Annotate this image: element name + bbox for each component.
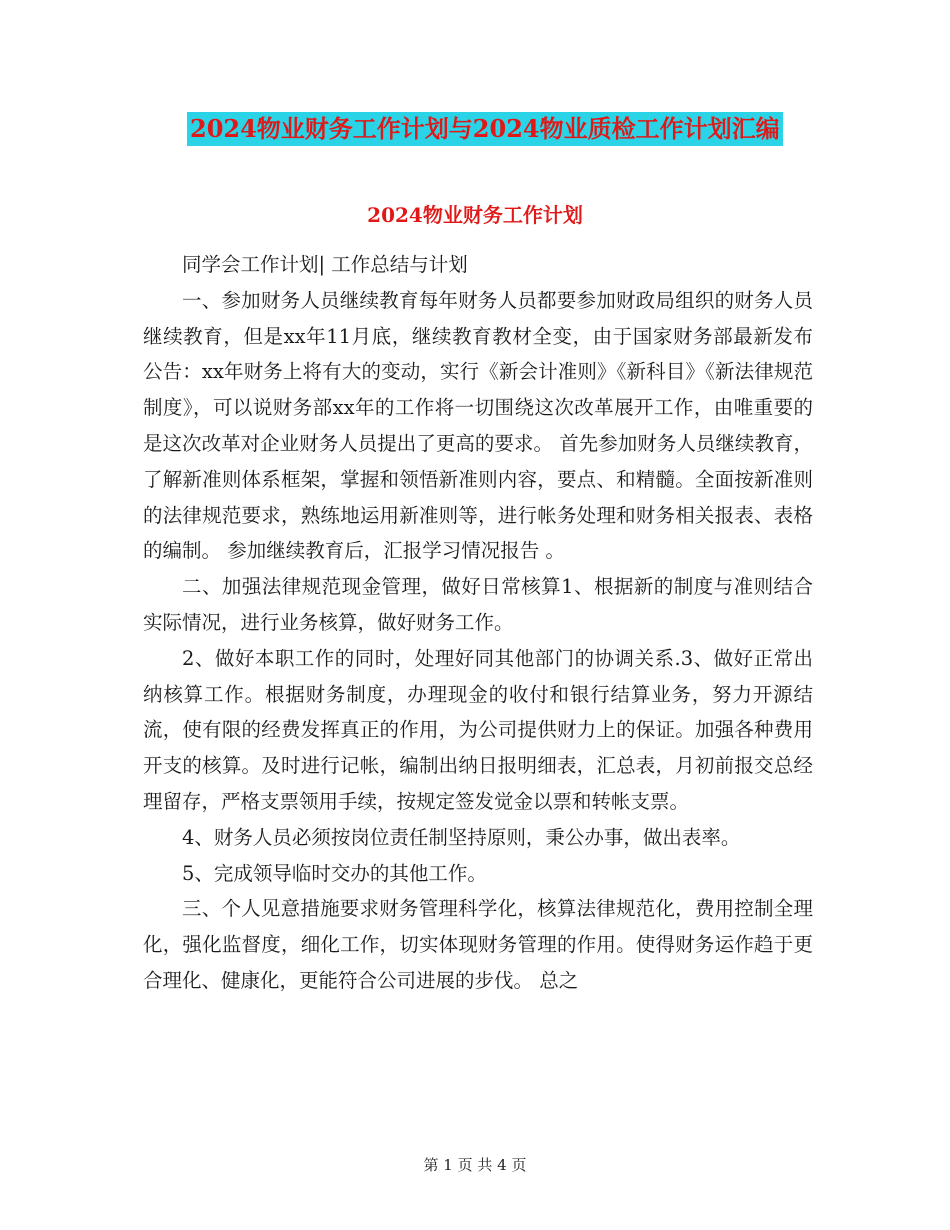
- paragraph: 同学会工作计划| 工作总结与计划: [182, 253, 468, 276]
- page-footer: 第 1 页 共 4 页: [423, 1156, 527, 1174]
- main-title: 2024物业财务工作计划与2024物业质检工作计划汇编: [187, 112, 783, 146]
- section-title: 2024物业财务工作计划: [367, 203, 583, 227]
- paragraph: 5、完成领导临时交办的其他工作。: [182, 861, 487, 885]
- paragraph: 三、个人见意措施要求财务管理科学化，核算法律规范化，费用控制全理化，强化监督度，细化工作，切实体现财务管理的作用。使得财务运作趋于更合理化、健康化，更能符合公司进展的步伐。 总之: [143, 897, 813, 992]
- paragraph: 2、做好本职工作的同时，处理好同其他部门的协调关系.3、做好正常出纳核算工作。根据财务制度，办理现金的收付和银行结算业务，努力开源结流，使有限的经费发挥真正的作用，为公司提供财力上的保证。加强各种费用开支的核算。及时进行记帐，编制出纳日报明细表，汇总表，月初前报交总经理留存，严格支票领用手续，按规定签发觉金以票和转帐支票。: [143, 646, 813, 813]
- paragraph: 一、参加财务人员继续教育每年财务人员都要参加财政局组织的财务人员继续教育，但是xx年11月底，继续教育教材全变，由于国家财务部最新发布公告：xx年财务上将有大的变动，实行《新会计准则》《新科目》《新法律规范制度》，可以说财务部xx年的工作将一切围绕这次改革展开工作，由唯重要的是这次改革对企业财务人员提出了更高的要求。 首先参加财务人员继续教育，了解新准则体系框架，掌握和领悟新准则内容，要点、和精髓。全面按新准则的法律规范要求，熟练地运用新准则等，进行帐务处理和财务相关报表、表格的编制。 参加继续教育后，汇报学习情况报告 。: [143, 288, 813, 563]
- paragraph: 4、财务人员必须按岗位责任制坚持原则，秉公办事，做出表率。: [182, 825, 741, 849]
- paragraph: 二、加强法律规范现金管理，做好日常核算1、根据新的制度与准则结合实际情况，进行业务核算，做好财务工作。: [143, 575, 813, 634]
- body-text: [143, 247, 813, 999]
